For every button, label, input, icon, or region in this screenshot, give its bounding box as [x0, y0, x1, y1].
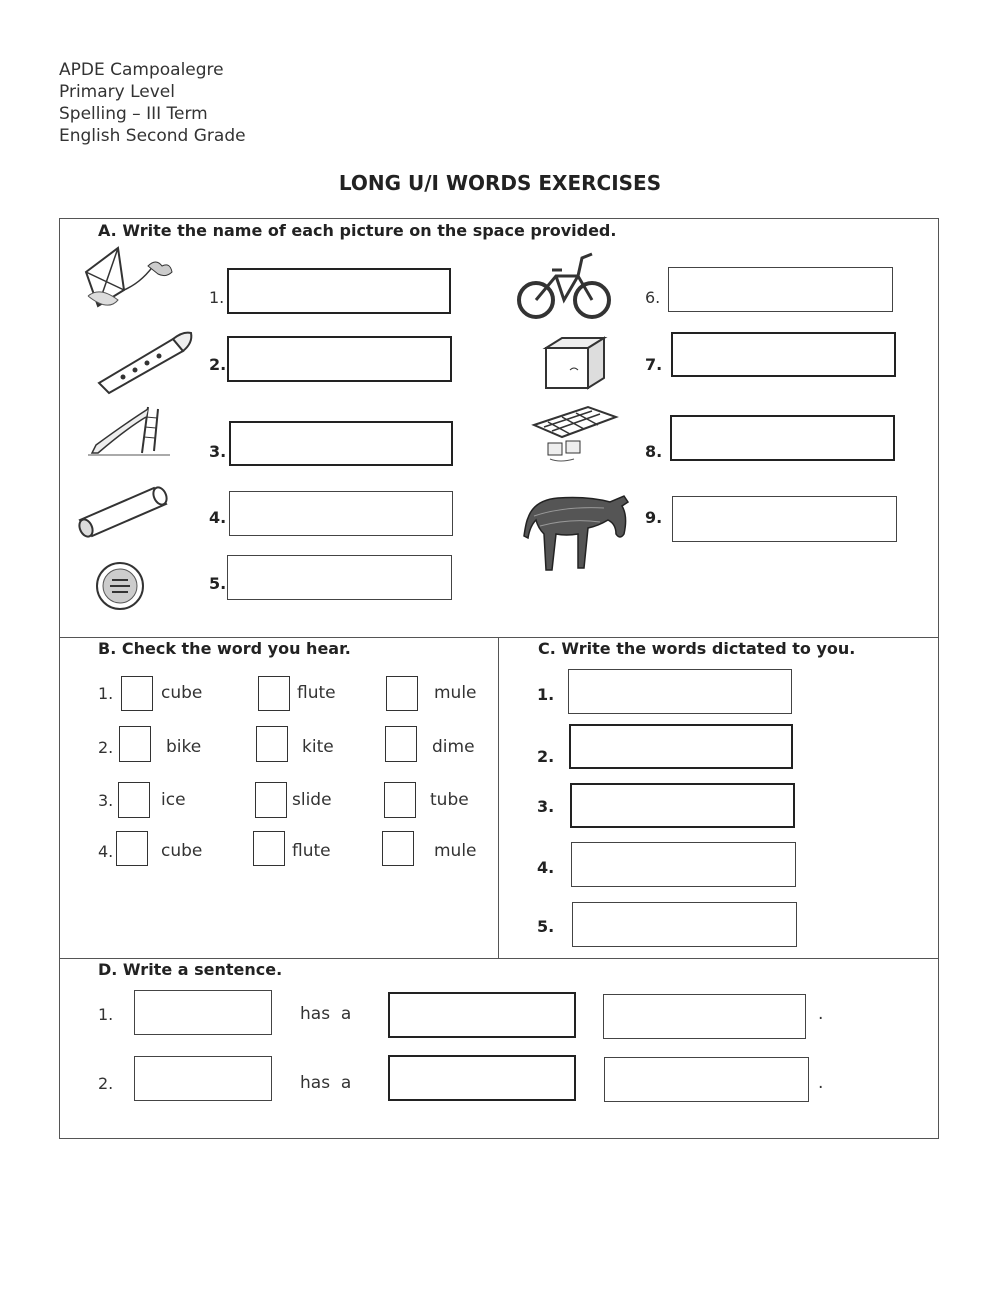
- a-answer-box-9[interactable]: [672, 496, 897, 542]
- d-row-num: 2.: [98, 1074, 114, 1093]
- checkbox[interactable]: [116, 831, 148, 866]
- section-c-title: C. Write the words dictated to you.: [538, 639, 856, 658]
- a-item-num: 8.: [645, 442, 663, 461]
- checkbox[interactable]: [255, 782, 287, 818]
- grade: English Second Grade: [59, 126, 246, 146]
- school-name: APDE Campoalegre: [59, 60, 224, 80]
- word-option: tube: [430, 790, 469, 810]
- slide-icon: [86, 403, 176, 459]
- page-title: LONG U/I WORDS EXERCISES: [338, 171, 662, 195]
- bike-icon: [516, 250, 612, 324]
- word-option: bike: [166, 737, 202, 757]
- word-option: dime: [432, 737, 475, 757]
- c-answer-box-4[interactable]: [571, 842, 796, 887]
- d-connector: has a: [300, 1073, 352, 1093]
- a-item-num: 1.: [209, 288, 225, 307]
- word-option: ice: [161, 790, 186, 810]
- b-row-num: 3.: [98, 791, 114, 810]
- c-answer-box-5[interactable]: [572, 902, 797, 947]
- c-answer-box-1[interactable]: [568, 669, 792, 714]
- checkbox[interactable]: [382, 831, 414, 866]
- checkbox[interactable]: [384, 782, 416, 818]
- section-a-title: A. Write the name of each picture on the space provided.: [98, 221, 617, 240]
- checkbox[interactable]: [118, 782, 150, 818]
- d-period: .: [818, 1004, 824, 1024]
- a-answer-box-6[interactable]: [668, 267, 893, 312]
- word-option: cube: [161, 841, 203, 861]
- a-item-num: 4.: [209, 508, 227, 527]
- checkbox[interactable]: [253, 831, 285, 866]
- tube-icon: [72, 480, 172, 540]
- d-row-num: 1.: [98, 1005, 114, 1024]
- checkbox[interactable]: [386, 676, 418, 711]
- c-answer-box-2[interactable]: [569, 724, 793, 769]
- d-noun-box-1[interactable]: [603, 994, 806, 1039]
- mule-icon: [520, 488, 638, 580]
- d-subject-box-2[interactable]: [134, 1056, 272, 1101]
- level: Primary Level: [59, 82, 175, 102]
- word-option: flute: [297, 683, 336, 703]
- c-item-num: 3.: [537, 797, 555, 816]
- d-subject-box-1[interactable]: [134, 990, 272, 1035]
- ice-cube-icon: [540, 334, 612, 394]
- word-option: mule: [434, 683, 477, 703]
- a-item-num: 6.: [645, 288, 661, 307]
- a-item-num: 9.: [645, 508, 663, 527]
- a-answer-box-4[interactable]: [229, 491, 453, 536]
- word-option: cube: [161, 683, 203, 703]
- a-item-num: 3.: [209, 442, 227, 461]
- a-item-num: 5.: [209, 574, 227, 593]
- section-d-title: D. Write a sentence.: [98, 960, 283, 979]
- c-item-num: 4.: [537, 858, 555, 877]
- d-adjective-box-1[interactable]: [388, 992, 576, 1038]
- checkbox[interactable]: [119, 726, 151, 762]
- d-connector: has a: [300, 1004, 352, 1024]
- ice-tray-icon: [528, 403, 620, 465]
- b-row-num: 4.: [98, 842, 114, 861]
- dime-icon: [94, 560, 146, 612]
- a-item-num: 2.: [209, 355, 227, 374]
- a-answer-box-5[interactable]: [227, 555, 452, 600]
- term: Spelling – III Term: [59, 104, 208, 124]
- c-item-num: 2.: [537, 747, 555, 766]
- b-row-num: 1.: [98, 684, 114, 703]
- checkbox[interactable]: [256, 726, 288, 762]
- flute-icon: [93, 325, 198, 395]
- checkbox[interactable]: [385, 726, 417, 762]
- word-option: kite: [302, 737, 334, 757]
- a-answer-box-8[interactable]: [670, 415, 895, 461]
- d-period: .: [818, 1073, 824, 1093]
- word-option: flute: [292, 841, 331, 861]
- kite-icon: [78, 244, 188, 314]
- c-item-num: 1.: [537, 685, 555, 704]
- a-answer-box-1[interactable]: [227, 268, 451, 314]
- word-option: mule: [434, 841, 477, 861]
- a-item-num: 7.: [645, 355, 663, 374]
- checkbox[interactable]: [258, 676, 290, 711]
- b-row-num: 2.: [98, 738, 114, 757]
- section-b-title: B. Check the word you hear.: [98, 639, 351, 658]
- a-answer-box-2[interactable]: [227, 336, 452, 382]
- a-answer-box-3[interactable]: [229, 421, 453, 466]
- d-noun-box-2[interactable]: [604, 1057, 809, 1102]
- d-adjective-box-2[interactable]: [388, 1055, 576, 1101]
- word-option: slide: [292, 790, 332, 810]
- checkbox[interactable]: [121, 676, 153, 711]
- c-answer-box-3[interactable]: [570, 783, 795, 828]
- a-answer-box-7[interactable]: [671, 332, 896, 377]
- c-item-num: 5.: [537, 917, 555, 936]
